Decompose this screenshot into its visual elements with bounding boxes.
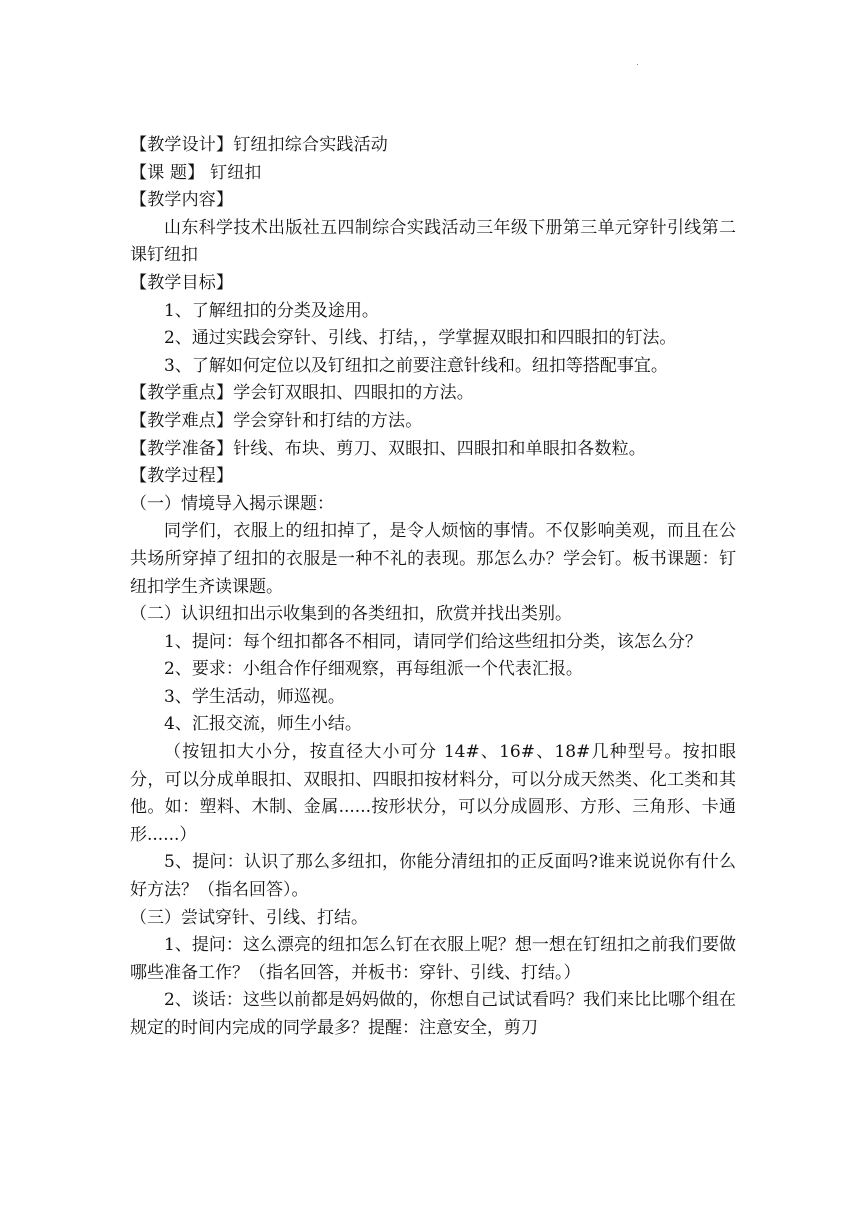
goals-heading: 【教学目标】: [130, 272, 234, 293]
difficulty-text: 学会穿针和打结的方法。: [233, 410, 423, 431]
topic-heading: [130, 160, 736, 188]
part2-item-3: 3、学生活动，师巡视。: [164, 686, 345, 707]
difficulty-heading: [130, 408, 736, 436]
difficulty-label: 【教学难点】: [130, 410, 234, 431]
goal-item-3: 3、了解如何定位以及钉纽扣之前要注意针线和。纽扣等搭配事宜。: [164, 355, 668, 376]
key-point-text: 学会钉双眼扣、四眼扣的方法。: [233, 383, 475, 404]
content-paragraph: 山东科学技术出版社五四制综合实践活动三年级下册第三单元穿针引线第二课钉纽扣: [130, 217, 736, 266]
content-heading: 【教学内容】: [130, 190, 234, 211]
goal-item-1: 1、了解纽扣的分类及途用。: [164, 300, 379, 321]
goal-item-2: 2、通过实践会穿针、引线、打结，，学掌握双眼扣和四眼扣的钉法。: [164, 328, 677, 349]
part2-item-5: 5、提问：认识了那么多纽扣，你能分清纽扣的正反面吗?谁来说说你有什么好方法？（指名回答）。: [130, 852, 736, 901]
design-heading: [130, 132, 736, 160]
part2-classification-note: （按钮扣大小分，按直径大小可分 14#、16#、18#几种型号。按扣眼分，可以分成单眼扣、双眼扣、四眼扣按材料分，可以分成天然类、化工类和其他。如：塑料、木制、金属......按形状分，可以分成圆形、方形、三角形、卡通形......）: [130, 742, 736, 845]
key-point-label: 【教学重点】: [130, 383, 234, 404]
preparation-text: 针线、布块、剪刀、双眼扣、四眼扣和单眼扣各数粒。: [233, 438, 647, 459]
topic-text: 钉纽扣: [204, 162, 262, 183]
part2-item-4: 4、汇报交流，师生小结。: [164, 714, 362, 735]
part1-title: （一）情境导入揭示课题：: [130, 493, 334, 514]
lesson-plan-body: [130, 132, 736, 1043]
part2-item-2: 2、要求：小组合作仔细观察，再每组派一个代表汇报。: [164, 659, 583, 680]
design-text: 钉纽扣综合实践活动: [233, 135, 389, 155]
part2-title: （二）认识纽扣出示收集到的各类纽扣，欣赏并找出类别。: [130, 604, 572, 625]
part3-title: （三）尝试穿针、引线、打结。: [130, 907, 368, 928]
process-heading: 【教学过程】: [130, 466, 234, 487]
part3-item-2: 2、谈话：这些以前都是妈妈做的，你想自己试试看吗？我们来比比哪个组在规定的时间内完成的同学最多？提醒：注意安全，剪刀: [130, 990, 736, 1038]
part2-item-1: 1、提问：每个纽扣都各不相同，请同学们给这些纽扣分类，该怎么分？: [164, 631, 702, 652]
part3-item-1: 1、提问：这么漂亮的纽扣怎么钉在衣服上呢？想一想在钉纽扣之前我们要做哪些准备工作？（指名回答，并板书：穿针、引线、打结。）: [130, 935, 736, 983]
preparation-heading: [130, 436, 736, 464]
page-dot: .: [636, 58, 639, 68]
preparation-label: 【教学准备】: [130, 438, 234, 459]
part1-paragraph: 同学们，衣服上的纽扣掉了，是令人烦恼的事情。不仅影响美观，而且在公共场所穿掉了纽扣的衣服是一种不礼的表现。那怎么办？学会钉。板书课题：钉纽扣学生齐读课题。: [130, 521, 736, 597]
topic-label: 【课 题】: [130, 162, 205, 183]
design-label: 【教学设计】: [130, 135, 234, 155]
key-point-heading: [130, 380, 736, 408]
